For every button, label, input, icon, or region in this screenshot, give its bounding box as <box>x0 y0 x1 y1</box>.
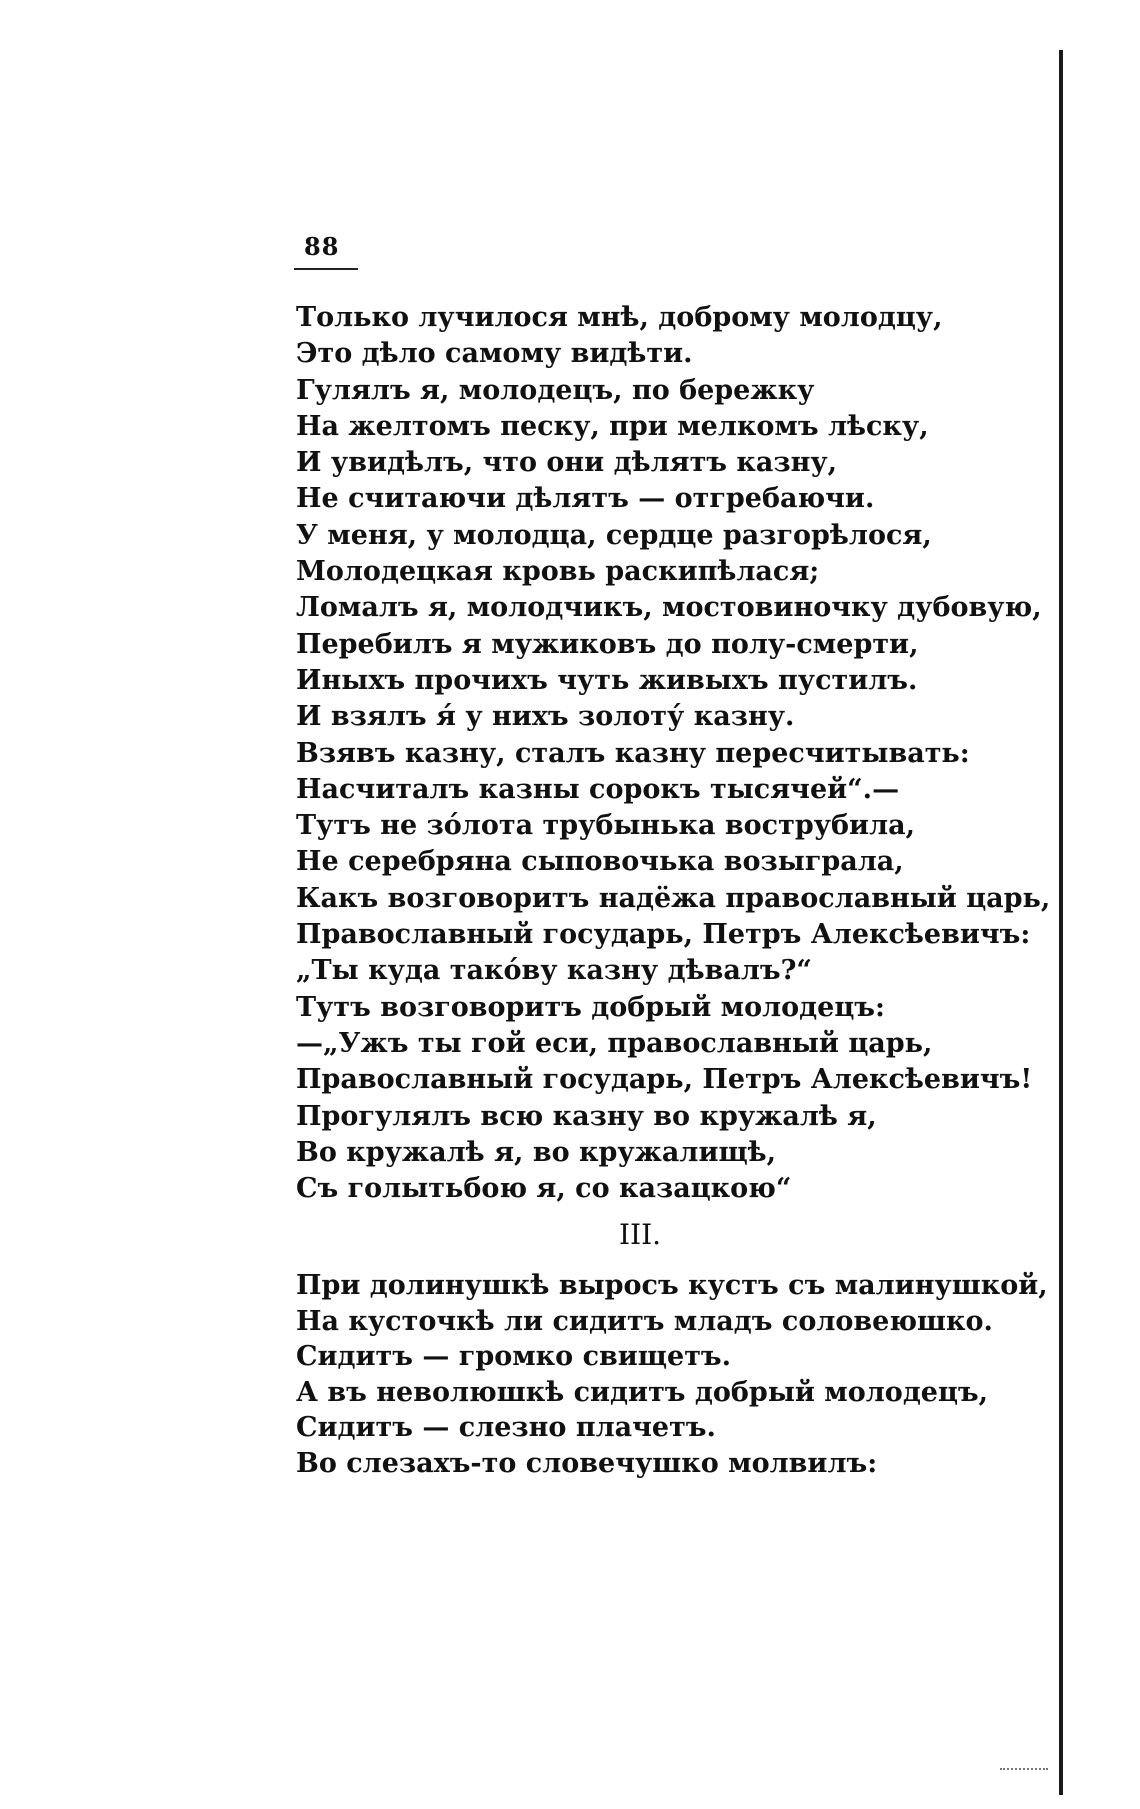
poem-line: Молодецкая кровь раскипѣлася; <box>296 556 820 588</box>
poem-line: Сидитъ — слезно плачетъ. <box>296 1412 716 1443</box>
scan-speck <box>1000 1768 1048 1772</box>
poem-line: Гулялъ я, молодецъ, по бережку <box>296 374 815 406</box>
poem-line: Во слезахъ-то словечушко молвилъ: <box>296 1447 878 1479</box>
poem-line: Православный государь, Петръ Алексѣевичъ! <box>296 1064 1033 1096</box>
section-numeral: III. <box>618 1218 662 1251</box>
poem-line: —„Ужъ ты гой еси, православный царь, <box>296 1027 933 1059</box>
poem-line: И увидѣлъ, что они дѣлятъ казну, <box>296 447 838 479</box>
poem-line: Ломалъ я, молодчикъ, мостовиночку дубовую, <box>296 592 1042 624</box>
poem-line: Прогулялъ всю казну во кружалѣ я, <box>296 1100 877 1132</box>
poem-line: Насчиталъ казны сорокъ тысячей“.— <box>296 773 900 805</box>
poem-line: Не серебряна сыповочька возыграла, <box>296 846 904 878</box>
poem-line: Это дѣло самому видѣти. <box>296 338 693 370</box>
page-number-rule <box>294 268 358 270</box>
poem-line: Только лучилося мнѣ, доброму молодцу, <box>296 302 943 333</box>
poem-line: А въ неволюшкѣ сидитъ добрый молодецъ, <box>296 1376 989 1408</box>
poem-stanza-2 <box>296 1268 1048 1481</box>
poem-line: Взявъ казну, сталъ казну пересчитывать: <box>296 737 970 769</box>
poem-line: На кусточкѣ ли сидитъ младъ соловеюшко. <box>296 1305 993 1337</box>
page-edge-line <box>1059 50 1063 1795</box>
poem-line: Православный государь, Петръ Алексѣевичъ: <box>296 919 1031 951</box>
poem-line: При долинушкѣ выросъ кустъ съ малинушкой, <box>296 1270 1048 1301</box>
poem-line: Не считаючи дѣлятъ — отгребаючи. <box>296 483 875 515</box>
poem-line: Съ голытьбою я, со казацкою“ <box>296 1173 792 1205</box>
poem-line: На желтомъ песку, при мелкомъ лѣску, <box>296 410 929 442</box>
poem-line: Сидитъ — громко свищетъ. <box>296 1341 732 1372</box>
poem-line: Тутъ возговоритъ добрый молодецъ: <box>296 991 885 1023</box>
poem-line: Тутъ не зо́лота трубынька вострубила, <box>296 810 915 842</box>
poem-line: Перебилъ я мужиковъ до полу-смерти, <box>296 628 919 660</box>
poem-line: „Ты куда тако́ву казну дѣвалъ?“ <box>296 955 812 987</box>
poem-line: Какъ возговоритъ надёжа православный царь, <box>296 882 1051 914</box>
poem-line: У меня, у молодца, сердце разгорѣлося, <box>296 519 932 551</box>
poem-line: И взялъ я́ у нихъ золоту́ казну. <box>296 701 795 733</box>
poem-line: Иныхъ прочихъ чуть живыхъ пустилъ. <box>296 664 918 696</box>
page-number: 88 <box>304 232 340 261</box>
poem-stanza-1 <box>296 300 1050 1207</box>
poem-line: Во кружалѣ я, во кружалищѣ, <box>296 1136 777 1168</box>
